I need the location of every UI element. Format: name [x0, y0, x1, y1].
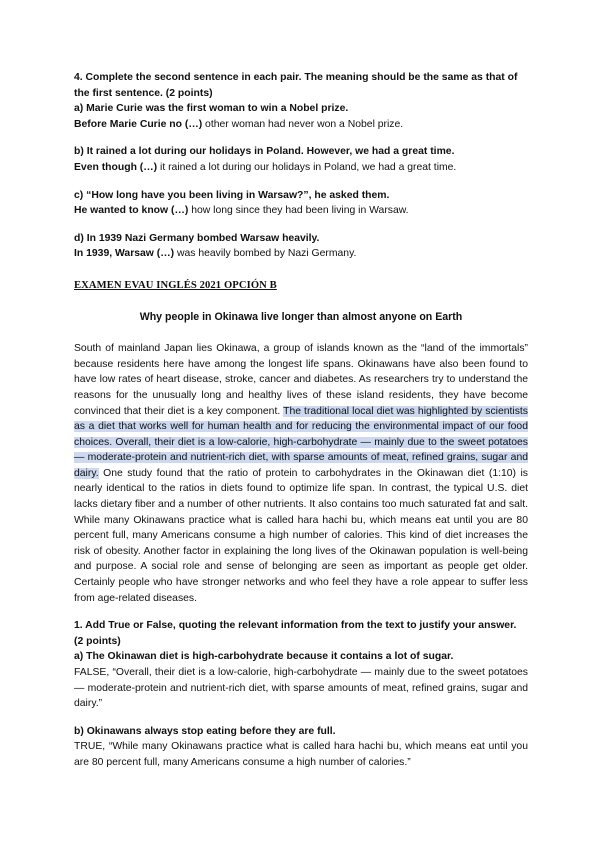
q4a-prompt: a) Marie Curie was the first woman to win a Nobel prize.	[74, 103, 349, 115]
article-body	[74, 341, 528, 606]
q1b-answer: TRUE, “While many Okinawans practice what is called hara hachi bu, which means eat until you are 80 percent full, many Americans consume a high number of calories.”	[74, 741, 528, 768]
q1-heading: 1. Add True or False, quoting the relevant information from the text to justify your answer. (2 points)	[74, 620, 517, 647]
document-page	[74, 70, 528, 771]
q4c-answer-lead: He wanted to know (…)	[74, 205, 189, 217]
q4d-answer-rest: was heavily bombed by Nazi Germany.	[174, 248, 357, 260]
article-text-before: South of mainland Japan lies Okinawa, a group of islands known as the “land of the immortals” because residents here have among the longest life spans. Okinawans have also been found to have low rates of heart disease, stroke, cancer and diabetes. As researchers try to understand the reasons for the unusually long and healthy lives of these island residents, they have become convinced that their diet is a key component.	[74, 343, 528, 417]
q4d-prompt: d) In 1939 Nazi Germany bombed Warsaw heavily.	[74, 232, 320, 244]
q4b-answer-lead: Even though (…)	[74, 161, 158, 173]
q1b-prompt: b) Okinawans always stop eating before they are full.	[74, 725, 336, 737]
article-text-after: One study found that the ratio of protein to carbohydrates in the Okinawan diet (1:10) is nearly identical to the ratios in diets found to optimize life span. In contrast, the typical U.S. diet lacks dietary fiber and a number of other nutrients. It also contains too much saturated fat and salt. While many Okinawans practice what is called hara hachi bu, which means eat until you are 80 percent full, many Americans consume a high number of calories. This kind of diet increases the risk of obesity. Another factor in explaining the long lives of the Okinawan population is well-being and purpose. A social role and sense of belonging are seen as important as people get older. Certainly people who have stronger networks and who feel they have a role appear to suffer less from age-related diseases.	[74, 467, 528, 604]
q4c-prompt: c) “How long have you been living in Warsaw?”, he asked them.	[74, 189, 390, 201]
q1a-answer: FALSE, “Overall, their diet is a low-calorie, high-carbohydrate — mainly due to the sweet potatoes — moderate-protein and nutrient-rich diet, with sparse amounts of meat, refined grains, sugar and dairy.”	[74, 667, 528, 710]
q4-heading: 4. Complete the second sentence in each pair. The meaning should be the same as that of the first sentence. (2 points)	[74, 72, 518, 99]
article-highlighted-text: The traditional local diet was highlighted by scientists as a diet that works well for human health and for reducing the environmental impact of our food choices. Overall, their diet is a low-calorie, high-carbohydrate — mainly due to the sweet potatoes — moderate-protein and nutrient-rich diet, with sparse amounts of meat, refined grains, sugar and dairy.	[74, 405, 529, 479]
q4d-answer	[74, 246, 528, 262]
q4d-answer-lead: In 1939, Warsaw (…)	[74, 248, 175, 260]
q4b-prompt: b) It rained a lot during our holidays in Poland. However, we had a great time.	[74, 146, 455, 158]
q4a-answer-rest: other woman had never won a Nobel prize.	[202, 118, 404, 130]
q4c-answer-rest: how long since they had been living in Warsaw.	[188, 205, 409, 217]
q4a-answer	[74, 117, 528, 133]
q4b-answer-rest: it rained a lot during our holidays in Poland, we had a great time.	[157, 161, 457, 173]
exam-title: EXAMEN EVAU INGLÉS 2021 OPCIÓN B	[74, 279, 277, 291]
article-title: Why people in Okinawa live longer than almost anyone on Earth	[139, 310, 463, 323]
q4b-answer	[74, 160, 528, 176]
q4a-answer-lead: Before Marie Curie no (…)	[74, 118, 203, 130]
q4c-answer	[74, 203, 528, 219]
q1a-prompt: a) The Okinawan diet is high-carbohydrate because it contains a lot of sugar.	[74, 651, 454, 663]
